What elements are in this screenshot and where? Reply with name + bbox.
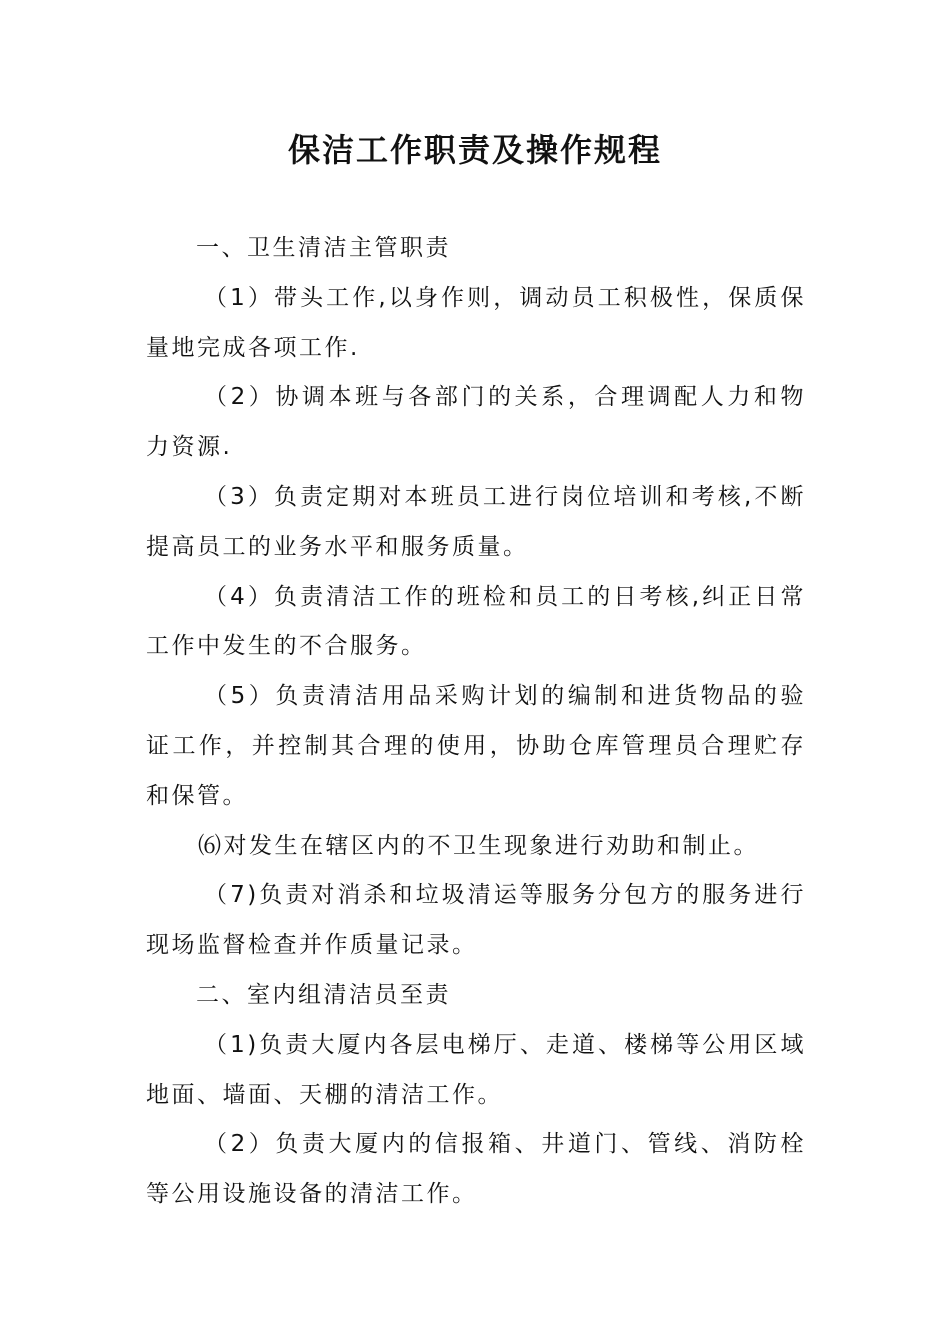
section-1-item-2: （2）协调本班与各部门的关系，合理调配人力和物力资源. — [146, 384, 806, 461]
document-body — [146, 224, 806, 1220]
section-1-item-4: （4）负责清洁工作的班检和员工的日考核,纠正日常工作中发生的不合服务。 — [146, 583, 806, 660]
section-1-item-3: （3）负责定期对本班员工进行岗位培训和考核,不断提高员工的业务水平和服务质量。 — [146, 483, 806, 560]
section-2-item-1: （1)负责大厦内各层电梯厅、走道、楼梯等公用区域地面、墙面、天棚的清洁工作。 — [146, 1031, 806, 1108]
section-1-item-6: ⑹对发生在辖区内的不卫生现象进行劝助和制止。 — [198, 832, 759, 859]
section-heading-1: 一、卫生清洁主管职责 — [196, 235, 451, 261]
section-1-item-7: （7)负责对消杀和垃圾清运等服务分包方的服务进行现场监督检查并作质量记录。 — [146, 882, 806, 959]
section-1-item-5: （5）负责清洁用品采购计划的编制和进货物品的验证工作，并控制其合理的使用，协助仓库管理员合理贮存和保管。 — [146, 683, 806, 809]
document-title: 保洁工作职责及操作规程 — [287, 131, 662, 169]
section-2-item-2: （2）负责大厦内的信报箱、井道门、管线、消防栓等公用设施设备的清洁工作。 — [146, 1131, 806, 1208]
section-1-item-1: （1）带头工作,以身作则，调动员工积极性，保质保量地完成各项工作. — [146, 284, 806, 361]
section-heading-2: 二、室内组清洁员至责 — [196, 981, 451, 1008]
